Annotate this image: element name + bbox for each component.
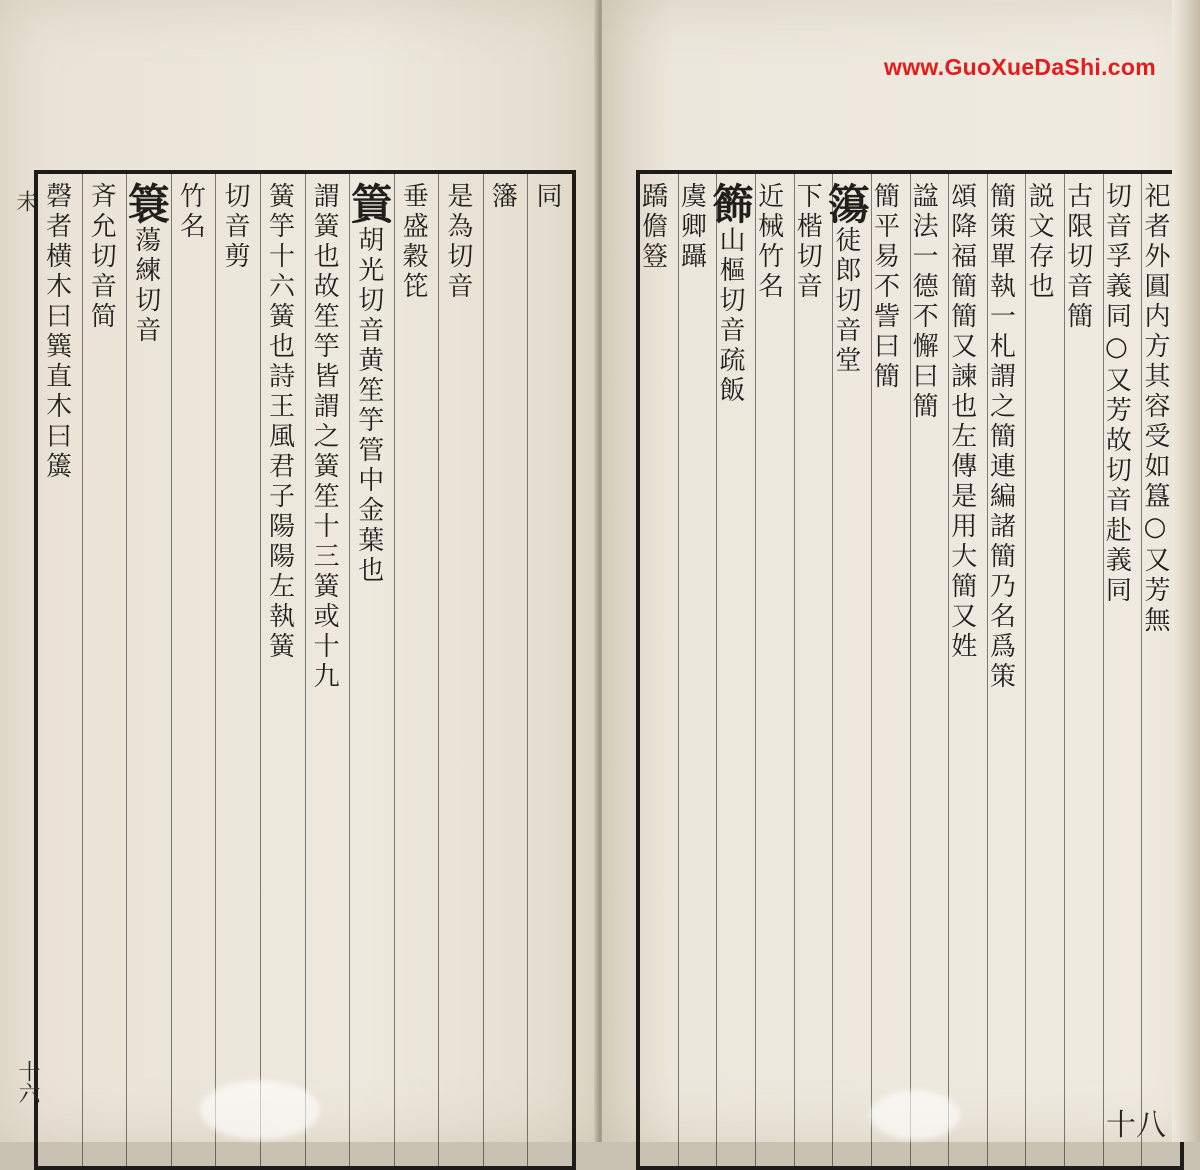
right-column (987, 174, 1026, 1166)
right-column (755, 174, 794, 1166)
right-gloss: 山樞切音疏飯 (714, 226, 745, 406)
left-column (260, 174, 305, 1166)
left-headword: 篢 (344, 182, 394, 226)
right-gloss: 簡策單執一札謂之簡連編諸簡乃名爲策 (985, 182, 1016, 692)
right-gloss: 徒郎切音堂 (830, 226, 861, 376)
right-column (678, 174, 717, 1166)
left-column (527, 174, 572, 1166)
right-column-text (637, 182, 678, 272)
left-column-text (344, 182, 394, 586)
right-gloss: 古限切音簡 (1062, 182, 1093, 332)
left-column-text (439, 182, 483, 302)
right-column-text (985, 182, 1026, 692)
right-column-text (946, 182, 987, 662)
watermark-text: www.GuoXueDaShi.com (884, 54, 1156, 80)
left-column-text (395, 182, 439, 302)
right-column (637, 174, 678, 1166)
left-text-frame (34, 170, 576, 1170)
left-gloss: 是為切音 (442, 182, 473, 302)
right-gloss: 頌降福簡簡又諫也左傳是用大簡又姓 (946, 182, 977, 662)
right-gloss: 祀者外圓内方其容受如簋○又芳無 (1140, 182, 1170, 636)
left-column-text (261, 182, 305, 662)
left-column (305, 174, 350, 1166)
left-page (0, 0, 598, 1142)
right-column-text (869, 182, 910, 392)
right-column-text (908, 182, 949, 422)
right-column (871, 174, 910, 1166)
right-column-text (821, 182, 871, 376)
paper-stain (200, 1080, 320, 1140)
left-column (82, 174, 127, 1166)
left-gloss: 籓 (487, 182, 518, 212)
right-column-text (792, 182, 833, 302)
left-gloss: 垂盛穀笓 (398, 182, 429, 302)
right-column (1064, 174, 1103, 1166)
right-column-text (676, 182, 717, 272)
left-column (171, 174, 216, 1166)
left-column (394, 174, 439, 1166)
right-gloss: 近械竹名 (753, 182, 784, 302)
right-headword: 簜 (821, 182, 871, 226)
left-column-text (528, 182, 572, 212)
left-column (344, 174, 394, 1166)
left-gloss: 蕩練切音 (130, 226, 161, 346)
left-column (121, 174, 171, 1166)
right-gloss: 虞卿躡 (676, 182, 707, 272)
left-column (483, 174, 528, 1166)
right-column-grid (637, 174, 1180, 1166)
paper-stain (870, 1090, 960, 1140)
left-gloss: 斉允切音简 (86, 182, 117, 332)
left-gloss: 胡光切音黄笙竽管中金葉也 (353, 226, 384, 586)
left-column-text (38, 182, 82, 482)
right-gloss: 蹻儋簦 (637, 182, 668, 272)
left-gloss: 同 (532, 182, 562, 212)
left-column-text (172, 182, 216, 242)
right-column-text (1026, 182, 1064, 302)
right-gloss: 簡平易不訾曰簡 (869, 182, 900, 392)
left-gloss: 切音剪 (219, 182, 250, 272)
right-column (794, 174, 833, 1166)
right-folio: 十八 (1106, 1108, 1166, 1143)
right-column (821, 174, 871, 1166)
left-gloss: 簧竽十六簧也詩王風君子陽陽左執簧 (264, 182, 295, 662)
left-folio: 十六 (15, 1060, 40, 1104)
right-gloss: 諡法一德不懈曰簡 (908, 182, 939, 422)
left-gloss: 竹名 (175, 182, 206, 242)
right-column-text (1062, 182, 1103, 332)
right-column (705, 174, 755, 1166)
left-column-text (306, 182, 350, 692)
left-column-text (216, 182, 260, 272)
right-column (910, 174, 949, 1166)
left-column (38, 174, 82, 1166)
left-column (438, 174, 483, 1166)
right-column-text (1101, 182, 1142, 606)
right-column-text (705, 182, 755, 406)
left-column-grid (38, 174, 572, 1166)
right-column (1025, 174, 1064, 1166)
page-edge (1172, 0, 1200, 1142)
left-column-text (83, 182, 127, 332)
right-column (948, 174, 987, 1166)
left-gloss: 磬者横木曰簨直木曰簴 (41, 182, 72, 482)
right-gloss: 説文存也 (1024, 182, 1055, 302)
right-headword: 籂 (705, 182, 755, 226)
right-page (602, 0, 1200, 1142)
left-column-text (484, 182, 528, 212)
left-marginal-note: 未 (13, 190, 38, 212)
right-gloss: 切音孚義同○又芳故切音赴義同 (1101, 182, 1132, 606)
right-column-text (753, 182, 794, 302)
right-text-frame (636, 170, 1184, 1170)
right-column (1103, 174, 1142, 1166)
left-column-text (121, 182, 171, 346)
right-gloss: 下楷切音 (792, 182, 823, 302)
left-column (215, 174, 260, 1166)
left-gloss: 謂簧也故笙竽皆謂之簧笙十三簧或十九 (309, 182, 340, 692)
left-headword: 簑 (121, 182, 171, 226)
